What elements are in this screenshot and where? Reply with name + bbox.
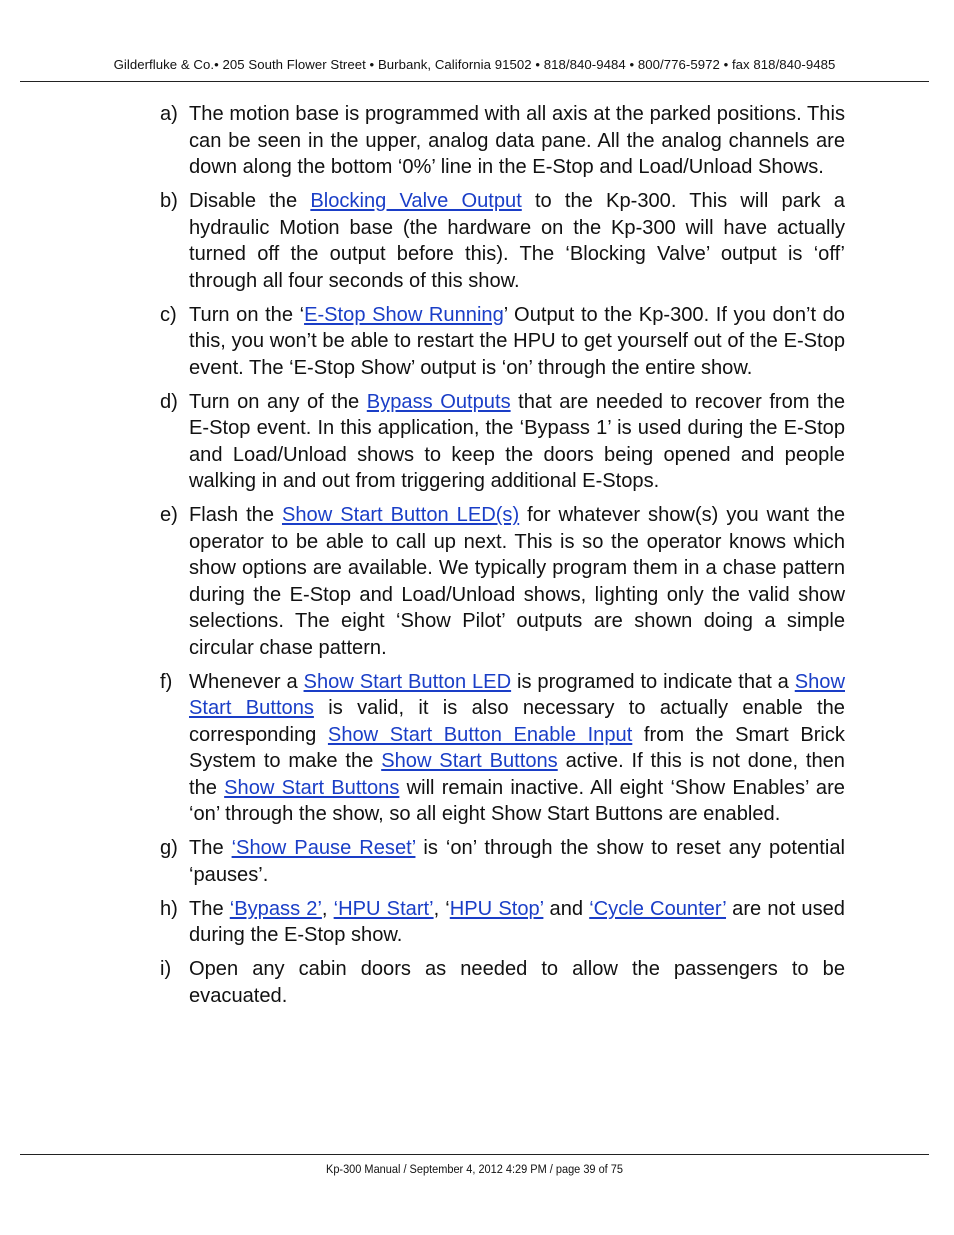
list-marker: d) [160,390,178,413]
item-text: is valid, it is also necessary to actually enable the corresponding [189,697,845,746]
bypass-outputs-link[interactable]: Bypass Outputs [366,390,511,413]
list-item [160,896,845,949]
item-text: Flash the [189,504,282,526]
list-marker: f) [160,670,173,693]
list-item [160,101,845,181]
page-header: Gilderfluke & Co.• 205 South Flower Street • Burbank, California 91502 • 818/840-9484 • 800/776-5972 • fax 818/840-9485 [113,57,836,72]
blocking-valve-output-link[interactable]: Blocking Valve Output [310,190,522,212]
list-item [160,956,845,1009]
cycle-counter-link[interactable]: ‘Cycle Counter’ [589,897,727,920]
list-item [160,389,845,495]
show-start-button-leds-link[interactable]: Show Start Button LED(s) [281,504,520,526]
item-text: ’ Output to the Kp-300. If you don’t do this, you won’t be able to restart the HPU to get yourself out of the E-Stop event. The ‘E-Stop Show’ output is ‘on’ through the entire show. [189,303,845,379]
list-marker: e) [160,504,178,526]
list-marker: i) [160,958,172,980]
show-start-buttons-link[interactable]: Show Start Buttons [224,776,400,799]
item-text: is programed to indicate that a [511,670,795,693]
item-text: , [321,897,334,920]
hpu-start-link[interactable]: ‘HPU Start’ [333,897,434,920]
list-marker: c) [160,303,177,326]
list-item [160,188,845,294]
list-marker: b) [160,190,178,212]
item-text: The [189,897,230,920]
item-text: are not used during the E-Stop show. [189,897,845,946]
item-text: Turn on the ‘ [189,303,305,326]
item-text: from the Smart Brick System to make the [189,723,845,772]
show-start-buttons-link[interactable]: Show Start Buttons [381,750,558,772]
list-item [160,302,845,382]
item-text: and [543,897,590,920]
estop-show-running-link[interactable]: E-Stop Show Running [304,303,504,326]
procedure-list [160,101,845,1017]
item-text: , ‘ [433,897,450,920]
item-text: for whatever show(s) you want the operator to be able to call up next. This is so the operator knows which show options are available. We typically program them in a chase pattern during the E-Stop and Load/Unload shows, lighting only the valid show selections. The eight ‘Show Pilot’ outputs are shown doing a simple circular chase pattern. [189,504,846,659]
footer-divider [20,1154,929,1155]
item-text: The [189,837,232,859]
item-text: Whenever a [189,670,304,693]
item-text: that are needed to recover from the E-Stop event. In this application, the ‘Bypass 1’ is used during the E-Stop and Load/Unload shows to keep the doors being opened and people walking in and out from triggering additional E-Stops. [189,390,845,492]
item-text: is ‘on’ through the show to reset any potential ‘pauses’. [189,837,845,886]
item-text: will remain inactive. All eight ‘Show Enables’ are ‘on’ through the show, so all eight Show Start Buttons are enabled. [189,776,845,825]
item-text: Open any cabin doors as needed to allow the passengers to be evacuated. [189,958,845,1007]
page-footer: Kp-300 Manual / September 4, 2012 4:29 PM / page 39 of 75 [326,1162,623,1176]
list-item [160,669,845,828]
bypass-2-link[interactable]: ‘Bypass 2’ [229,897,322,920]
show-start-button-enable-input-link[interactable]: Show Start Button Enable Input [327,723,633,746]
header-divider [20,81,929,82]
show-pause-reset-link[interactable]: ‘Show Pause Reset’ [231,837,416,859]
list-marker: g) [160,837,178,859]
list-marker: h) [160,897,178,920]
list-item [160,835,845,888]
hpu-stop-link[interactable]: HPU Stop’ [449,897,544,920]
list-item [160,502,845,661]
show-start-buttons-link[interactable]: Show Start Buttons [189,670,845,719]
item-text: to the Kp-300. This will park a hydraulic Motion base (the hardware on the Kp-300 will have actually turned off the output before this). The ‘Blocking Valve’ output is ‘off’ through all four seconds of this show. [189,190,845,292]
item-text: Disable the [189,190,311,212]
item-text: The motion base is programmed with all axis at the parked positions. This can be seen in the upper, analog data pane. All the analog channels are down along the bottom ‘0%’ line in the E-Stop and Load/Unload Shows. [189,103,845,178]
show-start-button-led-link[interactable]: Show Start Button LED [303,670,512,693]
item-text: Turn on any of the [189,390,367,413]
item-text: active. If this is not done, then the [189,750,845,799]
list-marker: a) [160,103,178,125]
